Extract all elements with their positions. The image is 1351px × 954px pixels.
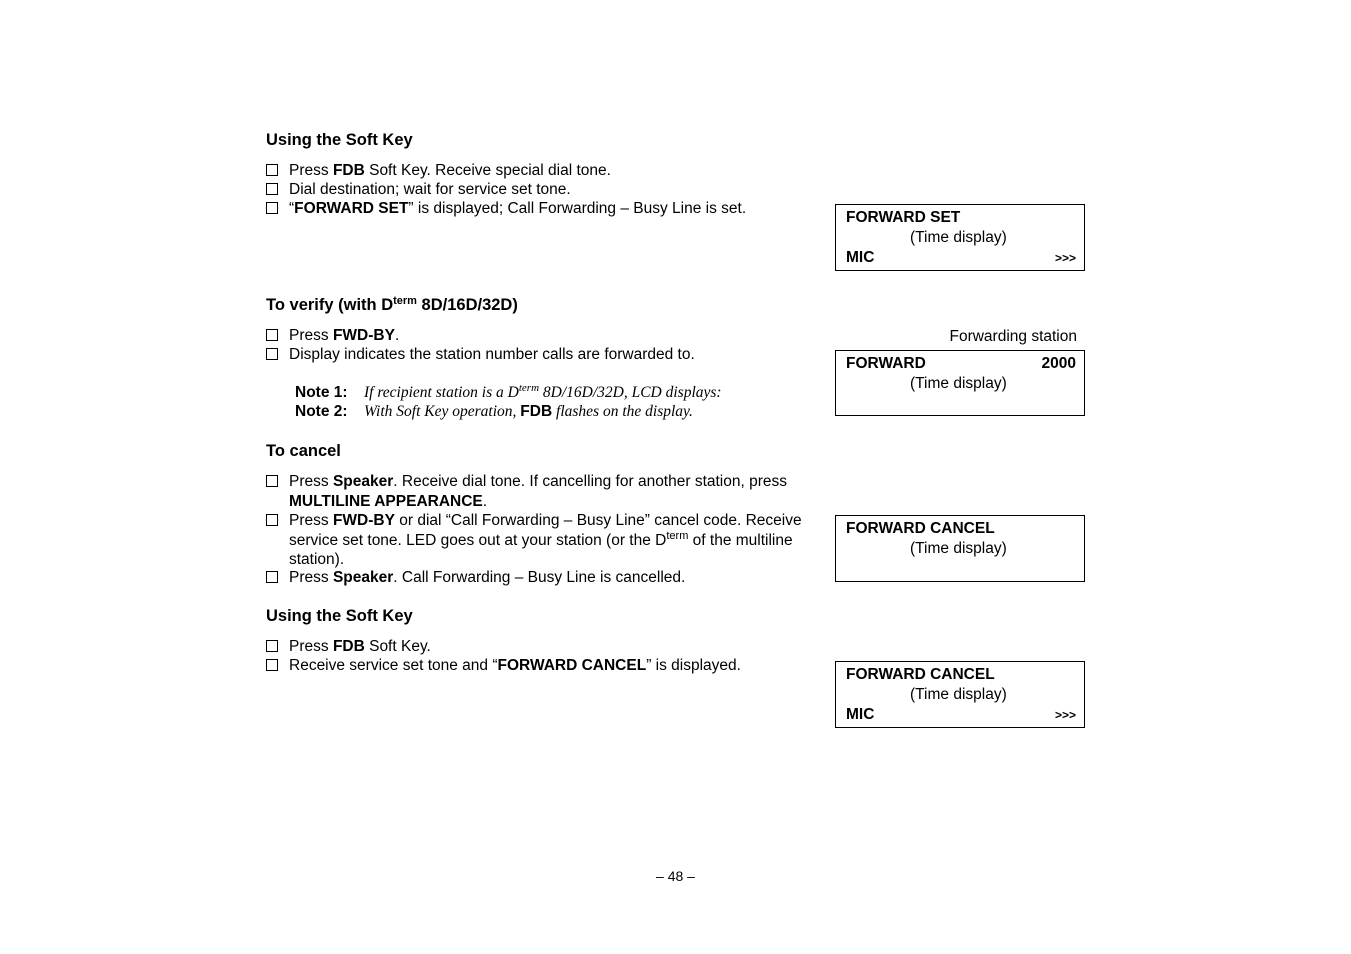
list-item: Press FWD-BY or dial “Call Forwarding – Busy Line” cancel code. Receive service set tone. LED goes out at your station (or the $D^{term}$ of the multiline station). <box>266 511 826 570</box>
list-item: Press FDB Soft Key. Receive special dial tone. <box>266 161 826 181</box>
list-item: Press Speaker. Receive dial tone. If cancelling for another station, press MULTILINE APPEARANCE. <box>266 472 826 511</box>
list-item: Press FWD-BY. <box>266 326 826 346</box>
heading-to-verify: To verify (with $D^{term}$ 8D/16D/32D) <box>266 295 518 314</box>
lcd-display-forward-cancel-soft: FORWARD CANCEL (Time display) MIC >>> <box>835 661 1085 728</box>
checkbox-icon <box>266 571 278 583</box>
forwarding-station-caption: Forwarding station <box>949 328 1077 345</box>
checkbox-icon <box>266 475 278 487</box>
checkbox-icon <box>266 202 278 214</box>
heading-using-soft-key-set: Using the Soft Key <box>266 131 413 149</box>
checkbox-icon <box>266 659 278 671</box>
list-item: Press FDB Soft Key. <box>266 637 826 657</box>
list-item: Press Speaker. Call Forwarding – Busy Line is cancelled. <box>266 568 826 588</box>
note-1: Note 1: If recipient station is a $D^{term}$ 8D/16D/32D, LCD displays: <box>295 382 722 401</box>
list-item: “FORWARD SET” is displayed; Call Forwarding – Busy Line is set. <box>266 199 826 219</box>
page-number: – 48 – <box>656 868 695 884</box>
checkbox-icon <box>266 164 278 176</box>
lcd-display-forward: FORWARD 2000 (Time display) <box>835 350 1085 416</box>
checkbox-icon <box>266 183 278 195</box>
checkbox-icon <box>266 348 278 360</box>
list-item: Receive service set tone and “FORWARD CANCEL” is displayed. <box>266 656 826 676</box>
lcd-display-forward-set: FORWARD SET (Time display) MIC >>> <box>835 204 1085 271</box>
lcd-display-forward-cancel: FORWARD CANCEL (Time display) <box>835 515 1085 582</box>
heading-using-soft-key-cancel: Using the Soft Key <box>266 607 413 625</box>
checkbox-icon <box>266 329 278 341</box>
checkbox-icon <box>266 514 278 526</box>
list-item: Dial destination; wait for service set tone. <box>266 180 826 200</box>
heading-to-cancel: To cancel <box>266 442 341 460</box>
list-item: Display indicates the station number calls are forwarded to. <box>266 345 826 365</box>
note-2: Note 2: With Soft Key operation, FDB flashes on the display. <box>295 403 693 420</box>
checkbox-icon <box>266 640 278 652</box>
